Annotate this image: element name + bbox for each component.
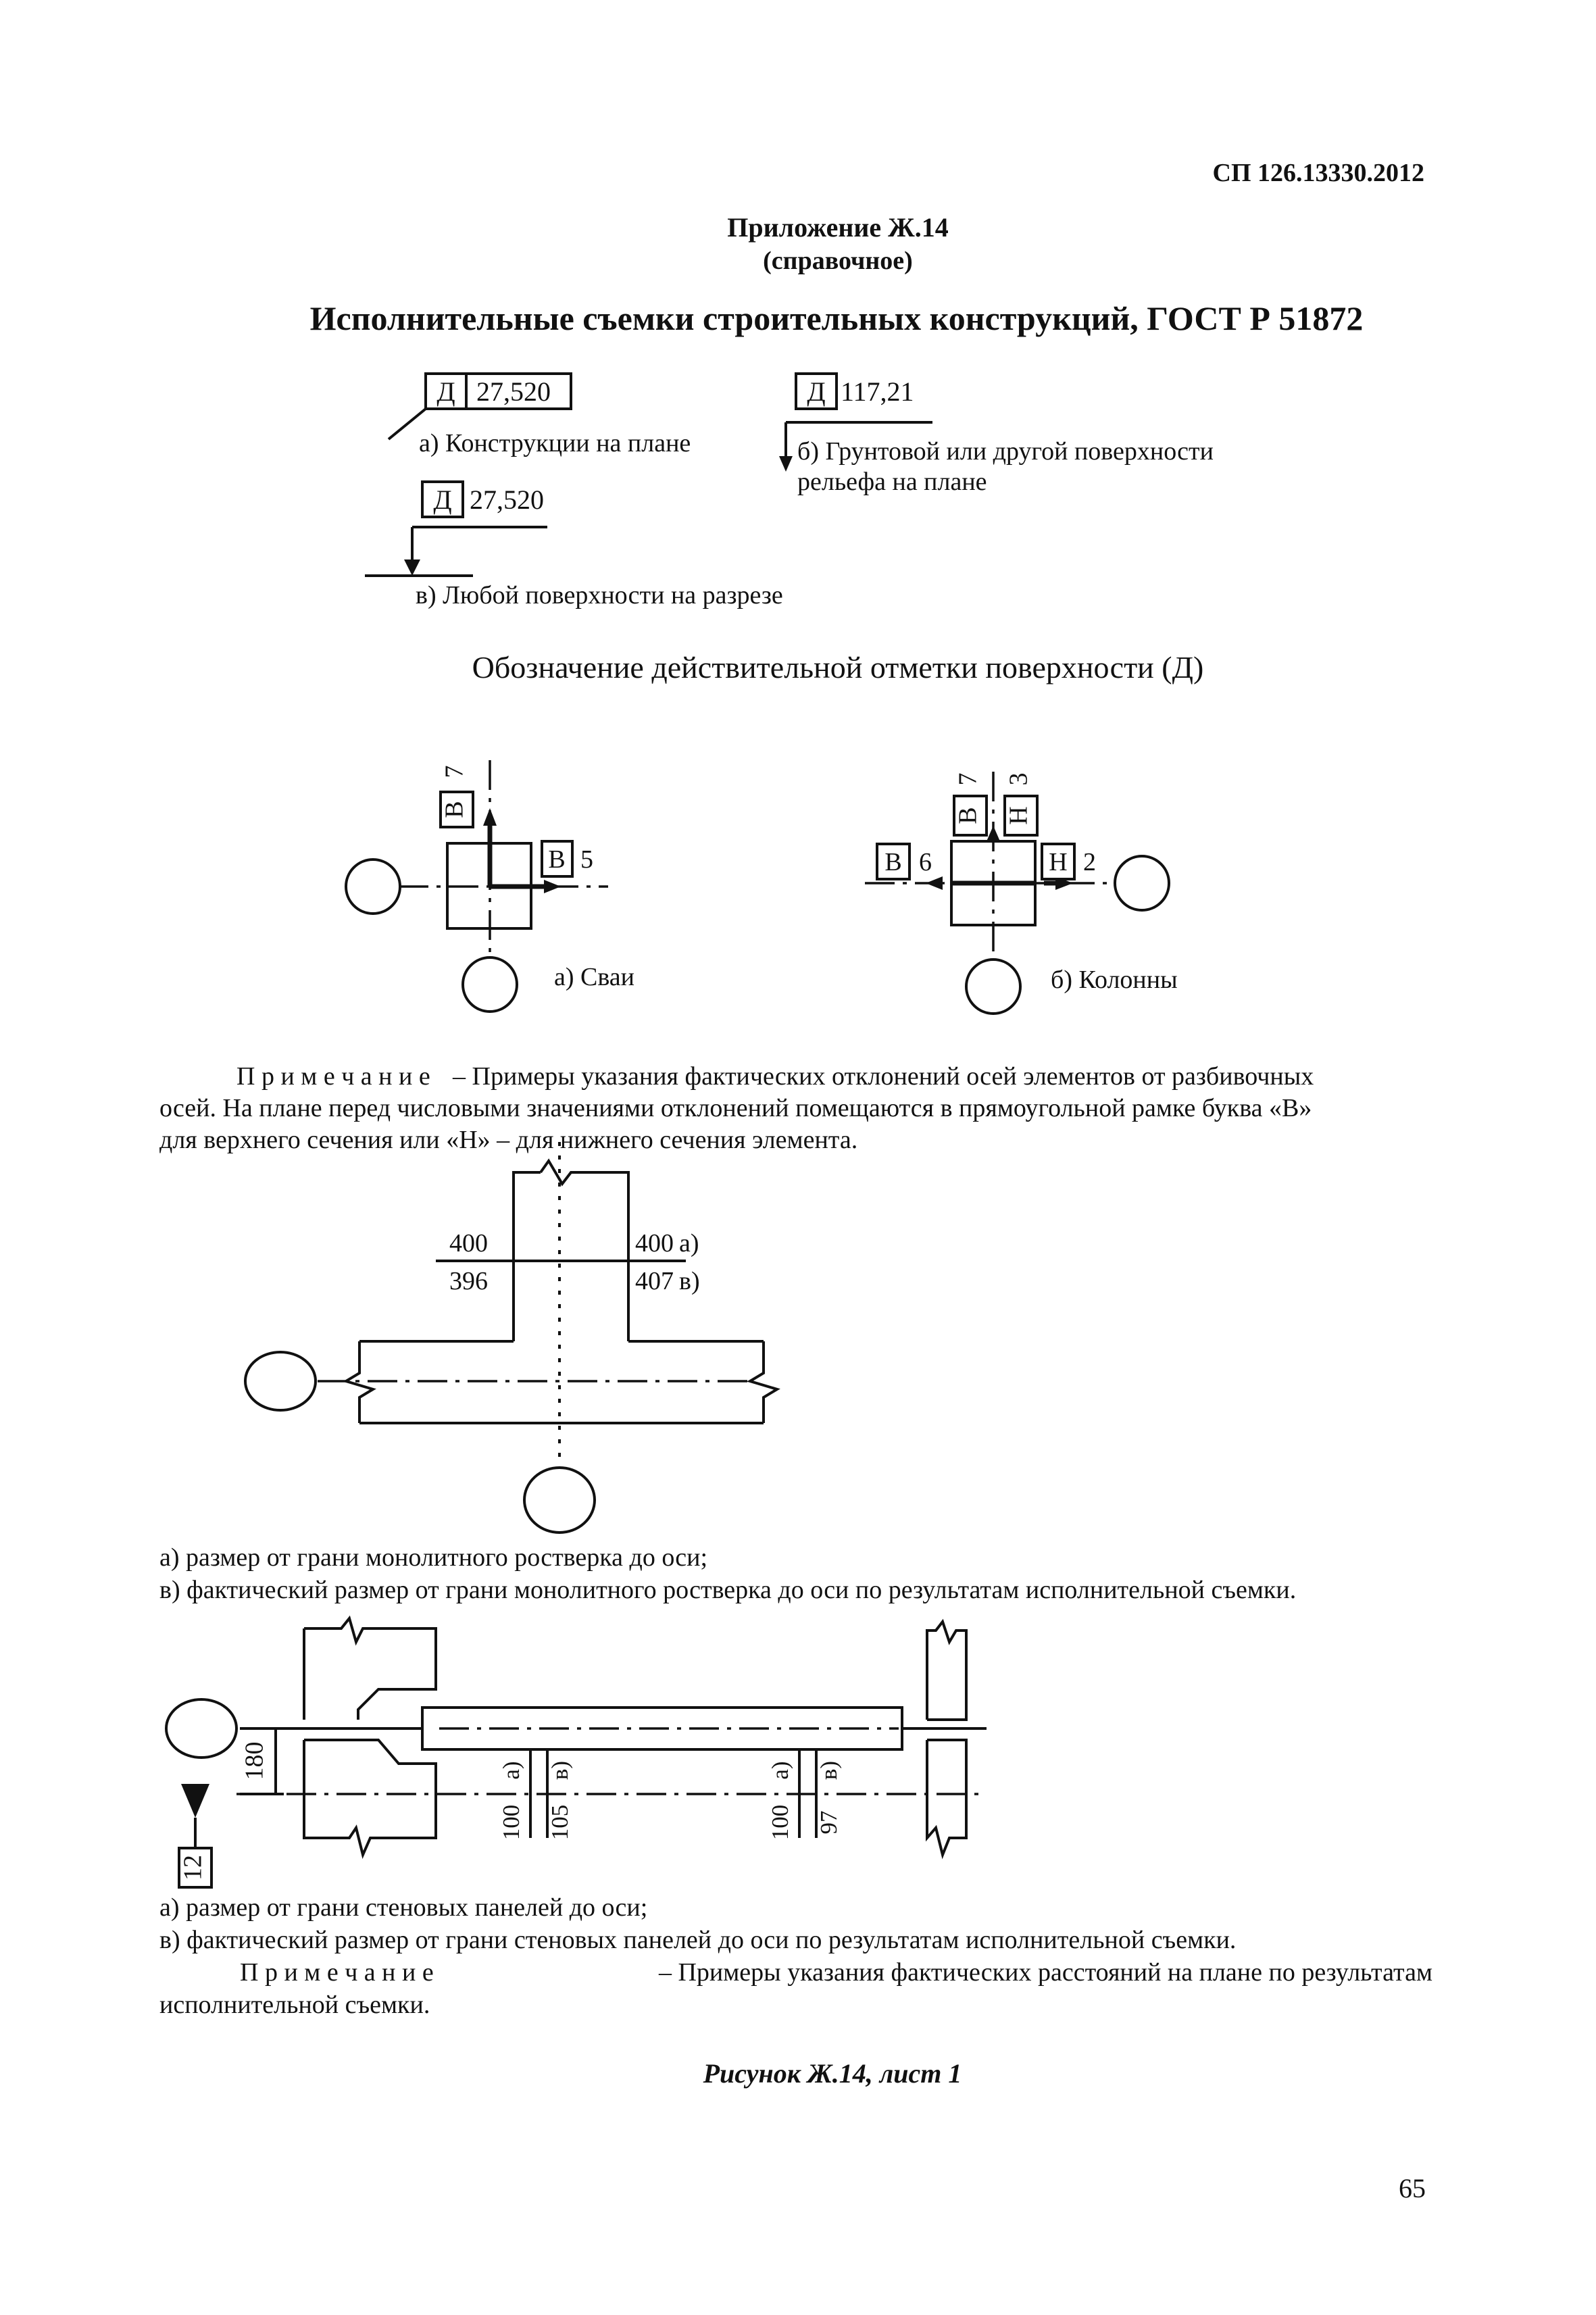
piles-up-value: 7 xyxy=(440,765,469,778)
mark-b-value: 117,21 xyxy=(841,376,914,407)
piles-axis-marker-bottom xyxy=(463,957,517,1012)
columns-left-value: 6 xyxy=(919,848,932,876)
wall-d2-actual: 97 xyxy=(816,1810,843,1835)
grillage-axis-marker-bottom xyxy=(524,1468,595,1533)
columns-left-box-letter: В xyxy=(884,848,902,876)
elevation-mark-plan xyxy=(389,374,691,457)
wall-axis-marker-triangle-icon xyxy=(181,1784,209,1818)
wall-top-left-outline xyxy=(304,1618,436,1720)
figure-caption: Рисунок Ж.14, лист 1 xyxy=(703,2058,962,2089)
wall-d1-actual: 105 xyxy=(547,1804,574,1841)
columns-right-box-letter: Н xyxy=(1049,848,1068,876)
tee-right-actual-tag: в) xyxy=(679,1267,700,1295)
mark-b-arrow-icon xyxy=(779,456,793,472)
tee-left-actual: 396 xyxy=(449,1267,488,1295)
wall-top-right-outline xyxy=(927,1622,966,1720)
wall-dim-180: 180 xyxy=(240,1741,269,1781)
piles-diagram xyxy=(346,760,634,1012)
tee-right-design-tag: а) xyxy=(679,1229,699,1258)
columns-up-left-box-letter: В xyxy=(953,807,982,824)
columns-axis-marker-right xyxy=(1115,856,1169,910)
wall-axis-tag: 12 xyxy=(178,1855,207,1881)
piles-arrow-up-icon xyxy=(483,808,497,826)
wall-d2-actual-tag: в) xyxy=(816,1760,843,1781)
columns-up-right-value: 3 xyxy=(1004,772,1033,786)
mark-v-value: 27,520 xyxy=(470,484,544,515)
stem-right-edge xyxy=(601,1172,628,1341)
note-2-line1: – Примеры указания фактических расстояний на плане по результатам xyxy=(658,1958,1432,1987)
columns-up-right-box-letter: Н xyxy=(1004,806,1033,825)
columns-up-left-value: 7 xyxy=(953,772,982,786)
legend-1-a: а) размер от грани монолитного ростверка до оси; xyxy=(159,1543,708,1572)
tee-right-actual: 407 xyxy=(635,1267,674,1295)
wall-d2-design-tag: а) xyxy=(767,1761,794,1780)
mark-a-value: 27,520 xyxy=(476,376,551,407)
columns-caption: б) Колонны xyxy=(1051,966,1178,994)
elevation-mark-terrain xyxy=(779,374,1214,496)
note-2 xyxy=(159,1958,1432,2019)
elevation-mark-section xyxy=(365,482,783,609)
note-1-line1: – Примеры указания фактических отклонений осей элементов от разбивочных xyxy=(453,1062,1314,1091)
columns-axis-marker-bottom xyxy=(966,960,1020,1014)
mark-a-caption: а) Конструкции на плане xyxy=(419,429,691,457)
columns-arrow-up-icon xyxy=(987,826,1000,841)
mark-a-box-letter: Д xyxy=(437,376,455,407)
section-caption: Обозначение действительной отметки поверхности (Д) xyxy=(472,650,1204,684)
grillage-axis-marker-left xyxy=(245,1352,316,1410)
note-2-label: П р и м е ч а н и е xyxy=(240,1958,434,1987)
mark-v-arrow-icon xyxy=(404,559,420,576)
wall-bottom-left-outline xyxy=(304,1740,436,1855)
columns-arrow-left-icon xyxy=(926,876,943,890)
columns-diagram xyxy=(865,772,1178,1014)
wall-d2-design: 100 xyxy=(767,1804,794,1841)
mark-b-box-letter: Д xyxy=(807,376,826,407)
legend-2-a: а) размер от грани стеновых панелей до оси; xyxy=(159,1893,648,1922)
wall-axis-marker-left xyxy=(166,1699,236,1758)
legend-1-v: в) фактический размер от грани монолитного ростверка до оси по результатам исполнительной съемки. xyxy=(159,1576,1297,1604)
piles-up-box-letter: В xyxy=(440,801,469,818)
wall-d1-design: 100 xyxy=(498,1804,525,1841)
stem-break-line xyxy=(541,1161,601,1184)
wall-panels-diagram xyxy=(166,1618,987,1887)
note-1-label: П р и м е ч а н и е xyxy=(236,1062,430,1091)
mark-b-caption-line1: б) Грунтовой или другой поверхности xyxy=(797,437,1214,466)
piles-right-box-letter: В xyxy=(548,845,566,874)
note-2-line2: исполнительной съемки. xyxy=(159,1991,430,2019)
wall-bottom-right-outline xyxy=(927,1740,966,1855)
mark-b-caption-line2: рельефа на плане xyxy=(797,468,987,496)
mark-v-box-letter: Д xyxy=(433,484,452,515)
document-code: СП 126.13330.2012 xyxy=(1212,159,1424,187)
tee-left-design: 400 xyxy=(449,1229,488,1258)
piles-right-value: 5 xyxy=(580,845,593,874)
stem-left-edge xyxy=(514,1172,541,1341)
wall-d1-design-tag: а) xyxy=(498,1761,525,1780)
note-1-line2: осей. На плане перед числовыми значениями отклонений помещаются в прямоугольной рамке буква «В» xyxy=(159,1094,1312,1122)
wall-d1-actual-tag: в) xyxy=(547,1760,574,1781)
piles-axis-marker-left xyxy=(346,860,400,914)
page-number: 65 xyxy=(1399,2173,1426,2204)
piles-caption: а) Сваи xyxy=(554,963,635,991)
piles-arrow-right-icon xyxy=(544,880,561,893)
mark-v-caption: в) Любой поверхности на разрезе xyxy=(416,581,783,609)
note-1-line3: для верхнего сечения или «Н» – для нижнего сечения элемента. xyxy=(159,1126,858,1154)
columns-right-value: 2 xyxy=(1083,848,1096,876)
appendix-title: Приложение Ж.14 xyxy=(727,212,949,243)
beam-break-right xyxy=(750,1341,777,1423)
appendix-subtitle: (справочное) xyxy=(763,247,913,275)
tee-right-design: 400 xyxy=(635,1229,674,1258)
note-1 xyxy=(159,1062,1314,1154)
grillage-diagram xyxy=(245,1142,777,1533)
legend-2-v: в) фактический размер от грани стеновых панелей до оси по результатам исполнительной съемки. xyxy=(159,1926,1237,1954)
appendix-heading: Исполнительные съемки строительных конструкций, ГОСТ Р 51872 xyxy=(309,299,1364,337)
